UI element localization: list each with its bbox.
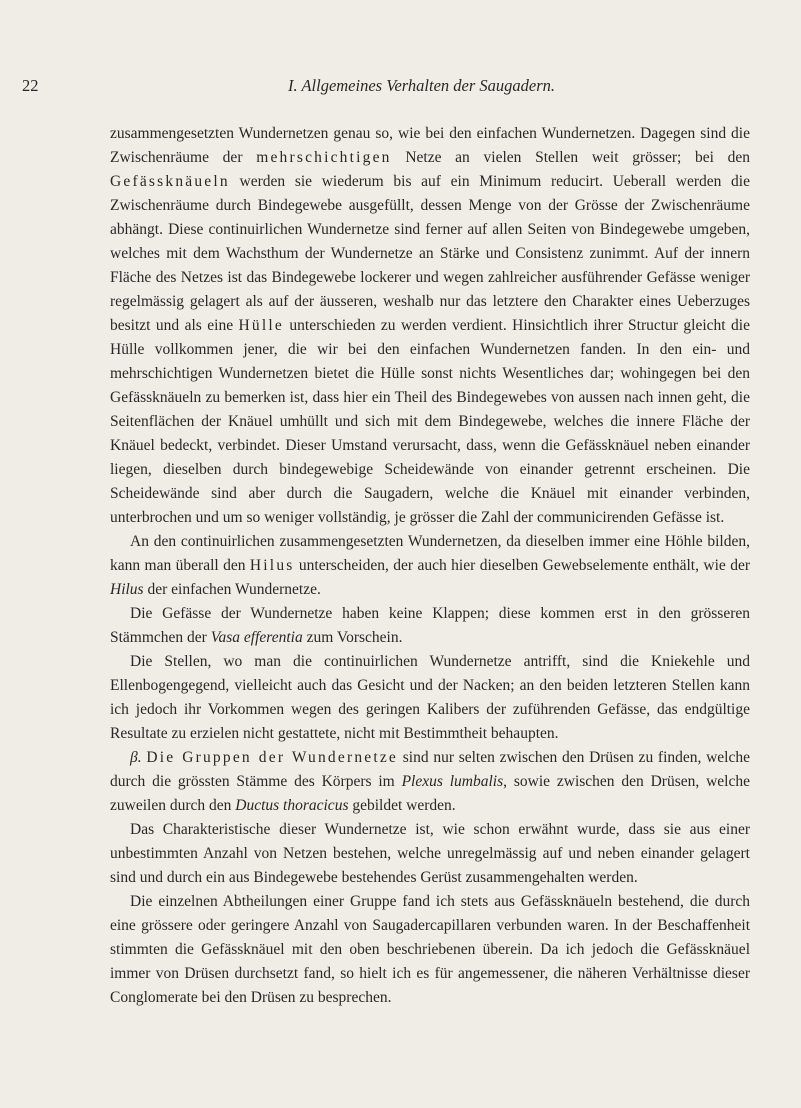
paragraph-6: Das Charakteristische dieser Wundernetze ist, wie schon erwähnt wurde, dass sie aus einer unbestimmten Anzahl von Netzen bestehen, welche unregelmässig auf und neben einander gelagert sind und durch ein aus Bindegewebe bestehendes Gerüst zusammengehalten werden. [110,821,750,886]
section-heading: Die Gruppen der Wundernetze [146,749,399,766]
italic-term: Hilus [110,581,144,598]
italic-term: Plexus lumbalis [401,773,504,790]
italic-term: Ductus thoracicus [235,797,349,814]
spaced-term: mehrschichtigen [256,149,392,166]
running-head: I. Allgemeines Verhalten der Saugadern. [288,76,556,95]
spaced-term: Hilus [249,557,295,574]
paragraph-7: Die einzelnen Abtheilungen einer Gruppe fand ich stets aus Gefässknäueln bestehend, die durch eine grössere oder geringere Anzahl von Saugadercapillaren verbunden waren. In der Beschaffenheit stimmten die Gefässknäuel mit den oben beschriebenen überein. Da ich jedoch die Gefässknäuel immer von Drüsen durchsetzt fand, so hielt ich es für angemessener, die näheren Verhältnisse dieser Conglomerate bei den Drüsen zu besprechen. [110,893,750,1006]
spaced-term: Hülle [238,317,284,334]
page-header [22,76,782,98]
section-marker: β. [130,749,147,766]
paragraph-4: Die Stellen, wo man die continuirlichen Wundernetze antrifft, sind die Kniekehle und Ellenbogengegend, vielleicht auch das Gesicht und der Nacken; an den beiden letzteren Stellen kann ich jedoch ihr Vorkommen wegen des geringen Kalibers der zuführenden Gefässe, das endgültige Resultate zu erzielen nicht gestattete, nicht mit Bestimmtheit behaupten. [110,653,750,742]
paragraph-5: β. Die Gruppen der Wundernetze sind nur selten zwischen den Drüsen zu finden, welche durch die grössten Stämme des Körpers im Plexus lumbalis, sowie zwischen den Drüsen, welche zuweilen durch den Ductus thoracicus gebildet werden. [110,749,750,814]
paragraph-3: Die Gefässe der Wundernetze haben keine Klappen; diese kommen erst in den grösseren Stämmchen der Vasa efferentia zum Vorschein. [110,605,750,646]
paragraph-2: An den continuirlichen zusammengesetzten Wundernetzen, da dieselben immer eine Höhle bilden, kann man überall den Hilus unterscheiden, der auch hier dieselben Gewebselemente enthält, wie der Hilus der einfachen Wundernetze. [110,533,750,598]
paragraph-1: zusammengesetzten Wundernetzen genau so, wie bei den einfachen Wundernetzen. Dagegen sind die Zwischenräume der mehrschichtigen Netze an vielen Stellen weit grösser; bei den Gefässknäueln werden sie wiederum bis auf ein Minimum reducirt. Ueberall werden die Zwischenräume durch Bindegewebe ausgefüllt, dessen Menge von der Grösse der Zwischenräume abhängt. Diese continuirlichen Wundernetze sind ferner auf allen Seiten von Bindegewebe umgeben, welches mit dem Wachsthum der Wundernetze an Stärke und Consistenz zunimmt. Auf der innern Fläche des Netzes ist das Bindegewebe lockerer und wegen zahlreicher ausführender Gefässe weniger regelmässig gelagert als auf der äusseren, weshalb nur das letztere den Charakter eines Ueberzuges besitzt und als eine Hülle unterschieden zu werden verdient. Hinsichtlich ihrer Structur gleicht die Hülle vollkommen jener, die wir bei den einfachen Wundernetzen fanden. In den ein- und mehrschichtigen Wundernetzen bietet die Hülle sonst nichts Wesentliches dar; wohingegen bei den Gefässknäueln zu bemerken ist, dass hier ein Theil des Bindegewebes von aussen nach innen geht, die Seitenflächen der Knäuel umhüllt und sich mit dem Bindegewebe, welches die innere Fläche der Knäuel bedeckt, verbindet. Dieser Umstand verursacht, dass, wenn die Gefässknäuel neben einander liegen, dieselben durch bindegewebige Scheidewände von einander getrennt erscheinen. Die Scheidewände sind aber durch die Saugadern, welche die Knäuel mit einander verbinden, unterbrochen und um so weniger vollständig, je grösser die Zahl der communicirenden Gefässe ist. [110,125,751,526]
italic-term: Vasa efferentia [210,629,303,646]
spaced-term: Gefässknäueln [110,173,230,190]
page-number: 22 [22,76,39,95]
body-text [110,122,750,1010]
